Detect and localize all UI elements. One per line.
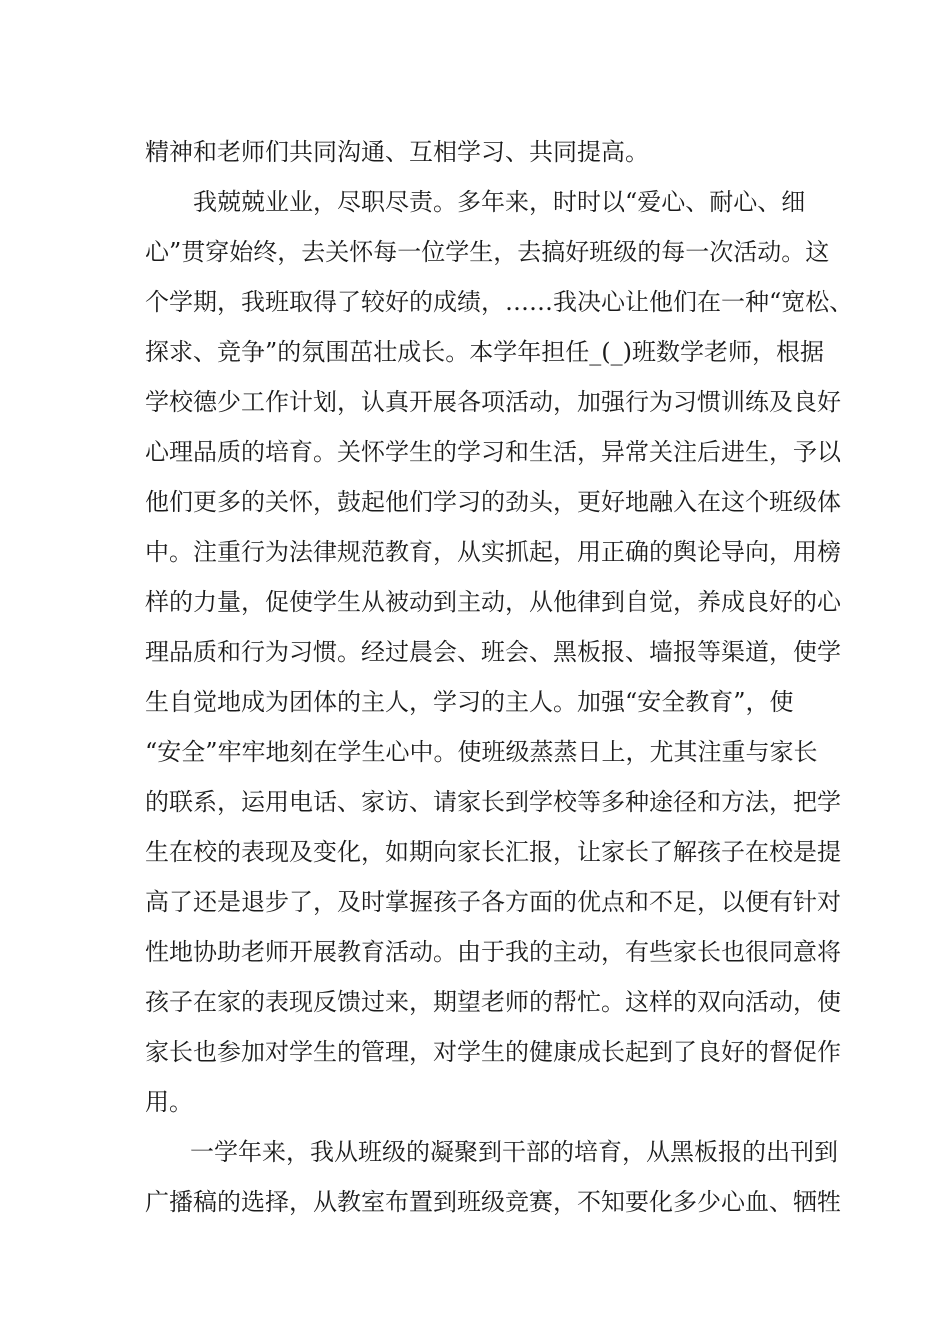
text-line: 高了还是退步了，及时掌握孩子各方面的优点和不足，以便有针对 bbox=[145, 888, 841, 916]
text-line: 精神和老师们共同沟通、互相学习、共同提高。 bbox=[145, 138, 649, 166]
text-line: 个学期，我班取得了较好的成绩，……我决心让他们在一种“宽松、 bbox=[145, 288, 854, 316]
text-line: 家长也参加对学生的管理，对学生的健康成长起到了良好的督促作 bbox=[145, 1038, 841, 1066]
paragraph-start-line: 一学年来，我从班级的凝聚到干部的培育，从黑板报的出刊到 bbox=[190, 1138, 838, 1166]
text-line: 孩子在家的表现反馈过来，期望老师的帮忙。这样的双向活动，使 bbox=[145, 988, 841, 1016]
text-line: 生自觉地成为团体的主人，学习的主人。加强“安全教育”，使 bbox=[145, 688, 794, 716]
text-line: 广播稿的选择，从教室布置到班级竞赛，不知要化多少心血、牺牲 bbox=[145, 1188, 841, 1216]
text-line: 他们更多的关怀，鼓起他们学习的劲头，更好地融入在这个班级体 bbox=[145, 488, 841, 516]
text-line: 探求、竞争”的氛围茁壮成长。本学年担任_(_)班数学老师，根据 bbox=[145, 338, 824, 366]
text-line: 的联系，运用电话、家访、请家长到学校等多种途径和方法，把学 bbox=[145, 788, 841, 816]
text-line: 性地协助老师开展教育活动。由于我的主动，有些家长也很同意将 bbox=[145, 938, 841, 966]
text-line: 中。注重行为法律规范教育，从实抓起，用正确的舆论导向，用榜 bbox=[145, 538, 841, 566]
paragraph-start-line: 我兢兢业业，尽职尽责。多年来，时时以“爱心、耐心、细 bbox=[193, 188, 806, 216]
text-line: 学校德少工作计划，认真开展各项活动，加强行为习惯训练及良好 bbox=[145, 388, 841, 416]
text-line: 用。 bbox=[145, 1088, 193, 1116]
text-line: 样的力量，促使学生从被动到主动，从他律到自觉，养成良好的心 bbox=[145, 588, 841, 616]
text-line: 心理品质的培育。关怀学生的学习和生活，异常关注后进生，予以 bbox=[145, 438, 841, 466]
text-line: 心”贯穿始终，去关怀每一位学生，去搞好班级的每一次活动。这 bbox=[145, 238, 830, 266]
text-line: “安全”牢牢地刻在学生心中。使班级蒸蒸日上，尤其注重与家长 bbox=[145, 738, 818, 766]
text-line: 理品质和行为习惯。经过晨会、班会、黑板报、墙报等渠道，使学 bbox=[145, 638, 841, 666]
text-line: 生在校的表现及变化，如期向家长汇报，让家长了解孩子在校是提 bbox=[145, 838, 841, 866]
